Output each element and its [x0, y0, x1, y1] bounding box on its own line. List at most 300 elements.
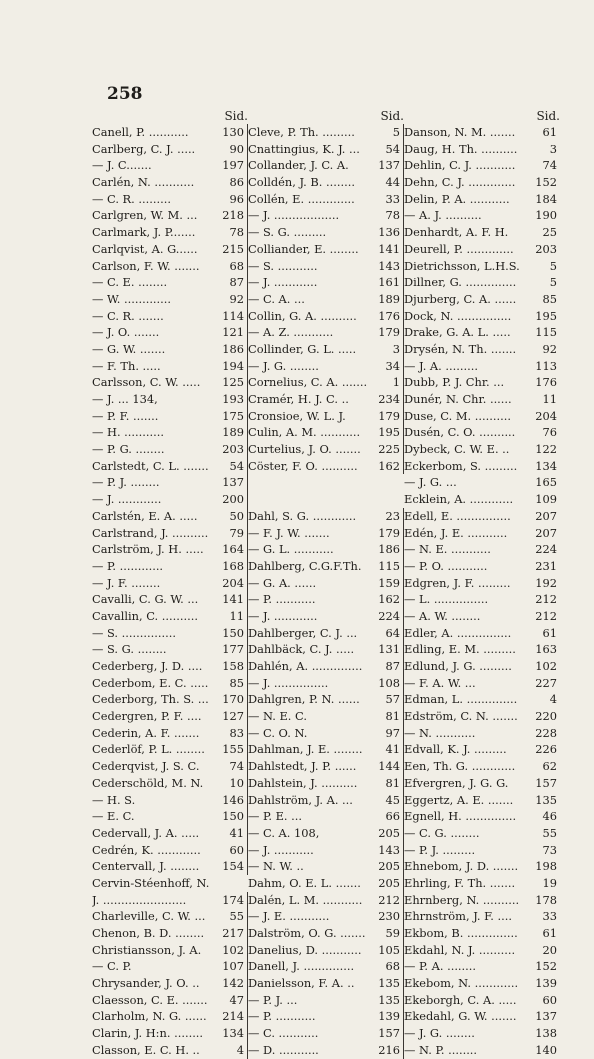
entry-name: — G. A. ...... [248, 575, 317, 590]
entry-page: 86 [214, 174, 248, 191]
index-entry [248, 641, 404, 658]
entry-name: — N. ........... [404, 725, 476, 740]
entry-page: 212 [535, 592, 557, 607]
entry-page: 140 [535, 1042, 557, 1057]
index-entry [248, 925, 404, 942]
index-entry [248, 708, 404, 725]
entry-name: Carlqvist, A. G...... [92, 241, 198, 256]
entry-page: 157 [370, 1025, 404, 1042]
entry-page: 61 [542, 926, 557, 940]
entry-page: 136 [370, 224, 404, 241]
entry-name: — P. A. ........ [404, 959, 477, 974]
entry-page: 203 [535, 241, 557, 256]
entry-page: 178 [535, 892, 557, 907]
entry-name: Efvergren, J. G. G. [404, 775, 509, 790]
entry-name: Carlmark, J. P....... [92, 225, 196, 240]
index-entry [92, 308, 248, 325]
entry-page: 105 [370, 942, 404, 959]
entry-page: 122 [535, 442, 557, 457]
entry-page: 195 [535, 308, 557, 323]
entry-page: 54 [370, 141, 404, 158]
index-entry [248, 691, 404, 708]
index-entry [92, 324, 248, 341]
entry-page: 225 [370, 441, 404, 458]
entry-name: — J. G. ........ [248, 358, 319, 373]
entry-name: Ehrnberg, N. .......... [404, 892, 520, 907]
index-entry [248, 758, 404, 775]
entry-name: — A. J. .......... [404, 208, 482, 223]
entry-name: Dehlin, C. J. ........... [404, 158, 516, 173]
entry-name: Ekeborgh, C. A. ..... [404, 992, 517, 1007]
entry-name: Edman, L. .............. [404, 692, 518, 707]
index-entry [404, 274, 560, 291]
entry-page: 143 [370, 842, 404, 859]
entry-name: Culin, A. M. ........... [248, 425, 361, 440]
entry-page: 144 [370, 758, 404, 775]
index-entry [248, 474, 404, 491]
index-entry [92, 491, 248, 508]
entry-page: 11 [542, 392, 557, 406]
entry-page: 60 [214, 842, 248, 859]
entry-page: 5 [549, 275, 557, 290]
index-entry [248, 391, 404, 408]
entry-page: 135 [370, 992, 404, 1009]
entry-name: Egnell, H. .............. [404, 809, 517, 824]
entry-name: Delin, P. A. ........... [404, 191, 510, 206]
entry-page: 158 [214, 658, 248, 675]
entry-name: — G. L. ........... [248, 542, 334, 557]
index-entry [92, 341, 248, 358]
entry-page: 137 [370, 157, 404, 174]
entry-name: Drake, G. A. L. ..... [404, 325, 511, 340]
entry-name: Cornelius, C. A. ....... [248, 375, 368, 390]
entry-name: — P. J. ... [248, 992, 298, 1007]
entry-name: Drysén, N. Th. ....... [404, 341, 517, 356]
index-entry [248, 441, 404, 458]
entry-page: 64 [370, 625, 404, 642]
entry-page: 74 [542, 158, 557, 173]
entry-page: 125 [214, 374, 248, 391]
column-header: Sid. [380, 109, 404, 123]
entry-page: 216 [370, 1042, 404, 1059]
entry-page: 195 [370, 424, 404, 441]
entry-page: 85 [214, 675, 248, 692]
entry-page: 186 [370, 541, 404, 558]
index-entry [248, 258, 404, 275]
index-entry [248, 858, 404, 875]
index-entry [248, 725, 404, 742]
index-entry [404, 725, 560, 742]
index-entry [404, 391, 560, 408]
entry-name: Denhardt, A. F. H. [404, 225, 509, 240]
entry-name: Cedrén, K. ............ [92, 842, 201, 857]
entry-name: — C. G. ........ [404, 825, 480, 840]
index-entry [92, 274, 248, 291]
index-entry [248, 525, 404, 542]
entry-page: 207 [535, 508, 557, 523]
index-entry [248, 825, 404, 842]
entry-name: Edén, J. E. ........... [404, 525, 508, 540]
entry-page: 19 [542, 875, 557, 890]
entry-name: Cleve, P. Th. ......... [248, 125, 355, 139]
index-entry [404, 207, 560, 224]
entry-page: 92 [214, 291, 248, 308]
entry-name: — J. G. ... [404, 475, 457, 490]
entry-name: — N. E. ........... [404, 542, 491, 557]
index-entry [92, 608, 248, 625]
entry-name: — P. F. ....... [92, 408, 159, 423]
entry-page: 97 [370, 725, 404, 742]
index-entry [92, 207, 248, 224]
entry-name: Dahm, O. E. L. ....... [248, 875, 361, 890]
entry-name: Dahlstein, J. .......... [248, 775, 358, 790]
index-entry [92, 291, 248, 308]
index-entry [92, 775, 248, 792]
index-entry [248, 958, 404, 975]
index-entry [248, 975, 404, 992]
entry-page: 139 [535, 976, 557, 991]
index-entry [404, 758, 560, 775]
entry-name: Dahl, S. G. ............ [248, 508, 357, 523]
index-entry [404, 942, 560, 959]
entry-name: Edström, C. N. ....... [404, 709, 518, 724]
entry-name: Ekdahl, N. J. .......... [404, 942, 516, 957]
entry-name: — J. ............ [248, 275, 318, 290]
entry-page: 212 [370, 892, 404, 909]
entry-name: Ehrling, F. Th. ....... [404, 875, 516, 890]
index-entry [248, 141, 404, 158]
index-entry [92, 591, 248, 608]
entry-page: 150 [214, 625, 248, 642]
index-entry [92, 558, 248, 575]
entry-page: 142 [214, 975, 248, 992]
index-entry [92, 508, 248, 525]
entry-page: 177 [214, 641, 248, 658]
entry-name: Deurell, P. ............. [404, 241, 514, 256]
entry-page: 220 [535, 709, 557, 724]
index-entry [92, 525, 248, 542]
entry-page: 102 [214, 942, 248, 959]
entry-name: Centervall, J. ........ [92, 859, 200, 874]
index-entry [404, 958, 560, 975]
entry-name: Ekbom, B. .............. [404, 926, 518, 940]
index-entry [248, 491, 404, 508]
entry-name: — C. A. ... [248, 291, 305, 306]
entry-name: — C. R. ......... [92, 191, 171, 206]
index-entry [92, 458, 248, 475]
entry-name: Cederberg, J. D. .... [92, 659, 203, 673]
index-entry [92, 141, 248, 158]
entry-name: Canell, P. ........... [92, 125, 189, 139]
entry-name: Ehrnström, J. F. .... [404, 909, 512, 924]
index-entry [404, 141, 560, 158]
entry-page: 33 [542, 909, 557, 924]
index-entry [404, 842, 560, 859]
entry-name: Edvall, K. J. ......... [404, 742, 507, 757]
entry-name: — C. E. ........ [92, 275, 168, 290]
entry-name: — S. G. ......... [248, 225, 327, 240]
index-entry [92, 825, 248, 842]
index-entry [404, 525, 560, 542]
entry-name: — J. A. ......... [404, 358, 478, 373]
index-entry [404, 374, 560, 391]
index-entry [248, 625, 404, 642]
entry-name: Curtelius, J. O. ....... [248, 442, 361, 457]
column-header: Sid. [536, 109, 560, 123]
entry-page: 184 [535, 191, 557, 206]
index-entry [248, 308, 404, 325]
entry-page: 83 [214, 725, 248, 742]
entry-page: 212 [535, 608, 557, 623]
entry-name: Chenon, B. D. ........ [92, 926, 205, 940]
index-entry [404, 508, 560, 525]
index-entry [404, 608, 560, 625]
entry-page: 226 [535, 742, 557, 757]
entry-page: 76 [542, 425, 557, 440]
entry-name: Edell, E. ............... [404, 508, 511, 523]
entry-name: Cederbom, E. C. ..... [92, 675, 209, 690]
index-entry [404, 224, 560, 241]
index-entry [92, 1008, 248, 1025]
entry-page: 134 [214, 1025, 248, 1042]
index-entry [404, 741, 560, 758]
entry-name: Dahlman, J. E. ........ [248, 742, 363, 757]
entry-name: — H. S. [92, 792, 136, 807]
entry-page: 138 [535, 1026, 557, 1041]
entry-name: Cederlöf, P. L. ........ [92, 742, 205, 757]
entry-page: 170 [214, 691, 248, 708]
entry-name: — F. Th. ..... [92, 358, 161, 373]
index-entry [92, 958, 248, 975]
entry-name: Carlsson, C. W. ..... [92, 375, 201, 390]
index-entry [404, 1042, 560, 1059]
entry-name: Cavalli, C. G. W. ... [92, 592, 199, 607]
entry-page: 193 [214, 391, 248, 408]
entry-name: Dunér, N. Chr. ...... [404, 392, 512, 406]
entry-name: — C. R. ....... [92, 308, 164, 323]
entry-name: — N. P. ........ [404, 1042, 478, 1057]
entry-name: — P. J. ......... [404, 842, 476, 857]
entry-page: 109 [535, 492, 557, 507]
entry-name: — C. P. [92, 959, 132, 974]
entry-name: Cramér, H. J. C. .. [248, 392, 349, 406]
index-entry [404, 858, 560, 875]
entry-page: 46 [542, 809, 557, 824]
entry-page: 198 [535, 859, 557, 874]
entry-page: 164 [214, 541, 248, 558]
entry-page: 205 [370, 858, 404, 875]
entry-page: 200 [214, 491, 248, 508]
index-entry [404, 775, 560, 792]
entry-name: — J. E. ........... [248, 909, 330, 924]
index-entry [404, 1008, 560, 1025]
index-entry [404, 174, 560, 191]
entry-name: — P. E. ... [248, 809, 303, 824]
index-entry [248, 875, 404, 892]
index-entry [248, 241, 404, 258]
entry-page: 78 [214, 224, 248, 241]
index-entry [404, 474, 560, 491]
index-entry [404, 408, 560, 425]
entry-name: Danell, J. .............. [248, 959, 355, 974]
index-entry [92, 641, 248, 658]
entry-name: Dock, N. ............... [404, 308, 512, 323]
entry-name: Carlstrand, J. .......... [92, 525, 209, 540]
index-entry [248, 792, 404, 809]
entry-page: 137 [535, 1009, 557, 1024]
index-entry [248, 608, 404, 625]
entry-name: Ecklein, A. ............ [404, 492, 514, 507]
entry-name: Cnattingius, K. J. ... [248, 141, 360, 156]
entry-name: Carlén, N. ........... [92, 175, 195, 190]
index-entry [248, 324, 404, 341]
entry-name: Carlson, F. W. ....... [92, 258, 200, 273]
index-entry [92, 691, 248, 708]
index-entry [92, 157, 248, 174]
entry-page: 85 [542, 291, 557, 306]
entry-page: 165 [535, 475, 557, 490]
entry-page: 34 [370, 358, 404, 375]
index-entry [404, 925, 560, 942]
entry-name: — P. ........... [248, 1009, 316, 1024]
entry-name: — C. ........... [248, 1026, 319, 1041]
entry-name: Dahlgren, P. N. ...... [248, 692, 360, 707]
index-entry [404, 575, 560, 592]
index-entry [248, 675, 404, 692]
index-entry [92, 424, 248, 441]
entry-page: 59 [370, 925, 404, 942]
entry-page: 224 [535, 542, 557, 557]
entry-page: 5 [370, 124, 404, 141]
entry-page: 161 [370, 274, 404, 291]
entry-name: Cederschöld, M. N. [92, 775, 204, 790]
entry-name: Dalström, O. G. ....... [248, 926, 366, 940]
index-entry [248, 591, 404, 608]
entry-page: 168 [214, 558, 248, 575]
entry-page: 61 [542, 125, 557, 139]
index-entry [404, 825, 560, 842]
index-entry [404, 641, 560, 658]
entry-name: Collén, E. ............. [248, 191, 355, 206]
entry-name: Ehnebom, J. D. ....... [404, 859, 519, 874]
index-entry [92, 408, 248, 425]
entry-page: 44 [370, 174, 404, 191]
index-entry [92, 191, 248, 208]
entry-page: 197 [214, 157, 248, 174]
entry-page: 81 [370, 708, 404, 725]
entry-page: 5 [549, 258, 557, 273]
index-entry [92, 541, 248, 558]
entry-name: — D. ........... [248, 1042, 319, 1057]
entry-page: 61 [542, 625, 557, 640]
index-entry [404, 625, 560, 642]
index-entry [404, 458, 560, 475]
index-entry [92, 374, 248, 391]
entry-page: 102 [535, 659, 557, 673]
entry-name: — A. W. ........ [404, 608, 481, 623]
entry-name: Carlström, J. H. ..... [92, 542, 204, 557]
index-entry [248, 341, 404, 358]
index-entry [92, 925, 248, 942]
entry-page: 131 [370, 641, 404, 658]
entry-name: Charleville, C. W. ... [92, 909, 206, 924]
index-entry [248, 291, 404, 308]
index-entry [404, 341, 560, 358]
index-entry [92, 792, 248, 809]
entry-name: Eckerbom, S. ......... [404, 458, 518, 473]
entry-page: 162 [370, 591, 404, 608]
index-entry [248, 942, 404, 959]
index-entry [92, 875, 248, 892]
entry-page: 41 [370, 741, 404, 758]
entry-name: Colldén, J. B. ........ [248, 175, 355, 190]
entry-page: 127 [214, 708, 248, 725]
index-entry [404, 908, 560, 925]
entry-name: Carlberg, C. J. ..... [92, 141, 196, 156]
entry-name: Carlstén, E. A. ..... [92, 508, 198, 523]
entry-page: 154 [214, 858, 248, 875]
entry-name: Cedervall, J. A. ..... [92, 825, 200, 840]
entry-name: Een, Th. G. ............ [404, 759, 516, 774]
index-entry [248, 575, 404, 592]
entry-name: Collin, G. A. .......... [248, 308, 357, 323]
index-entry [92, 842, 248, 859]
entry-page: 66 [370, 808, 404, 825]
entry-page: 179 [370, 525, 404, 542]
index-column-1 [92, 108, 248, 1059]
index-column-3 [404, 108, 560, 1059]
index-entry [92, 174, 248, 191]
entry-page: 108 [370, 675, 404, 692]
index-column-2 [248, 108, 404, 1059]
entry-name: — N. E. C. [248, 709, 307, 724]
index-entry [404, 258, 560, 275]
index-entry [404, 675, 560, 692]
entry-name: Ekebom, N. ............ [404, 976, 519, 991]
entry-page: 189 [214, 424, 248, 441]
entry-page: 231 [535, 558, 557, 573]
entry-page: 25 [542, 225, 557, 240]
entry-page: 4 [214, 1042, 248, 1059]
entry-page: 179 [370, 408, 404, 425]
index-entry [248, 191, 404, 208]
index-entry [404, 558, 560, 575]
index-entry [248, 157, 404, 174]
entry-page: 204 [214, 575, 248, 592]
entry-page: 115 [370, 558, 404, 575]
entry-name: Edgren, J. F. ......... [404, 575, 511, 590]
entry-page: 192 [535, 575, 557, 590]
entry-name: Danelius, D. ........... [248, 942, 362, 957]
index-entry [404, 191, 560, 208]
index-entry [92, 1042, 248, 1059]
entry-page: 68 [214, 258, 248, 275]
entry-name: — J. ... 134, [92, 392, 158, 406]
entry-page: 176 [370, 308, 404, 325]
index-entry [404, 875, 560, 892]
index-entry [248, 1008, 404, 1025]
entry-name: Dahlberg, C.G.F.Th. [248, 558, 362, 573]
index-entry [248, 374, 404, 391]
entry-page: 163 [535, 642, 557, 657]
entry-page: 228 [535, 725, 557, 740]
entry-page: 3 [370, 341, 404, 358]
entry-name: Cavallin, C. .......... [92, 608, 198, 623]
index-entry [92, 441, 248, 458]
entry-page: 174 [214, 892, 248, 909]
entry-page: 60 [542, 992, 557, 1007]
index-entry [248, 358, 404, 375]
